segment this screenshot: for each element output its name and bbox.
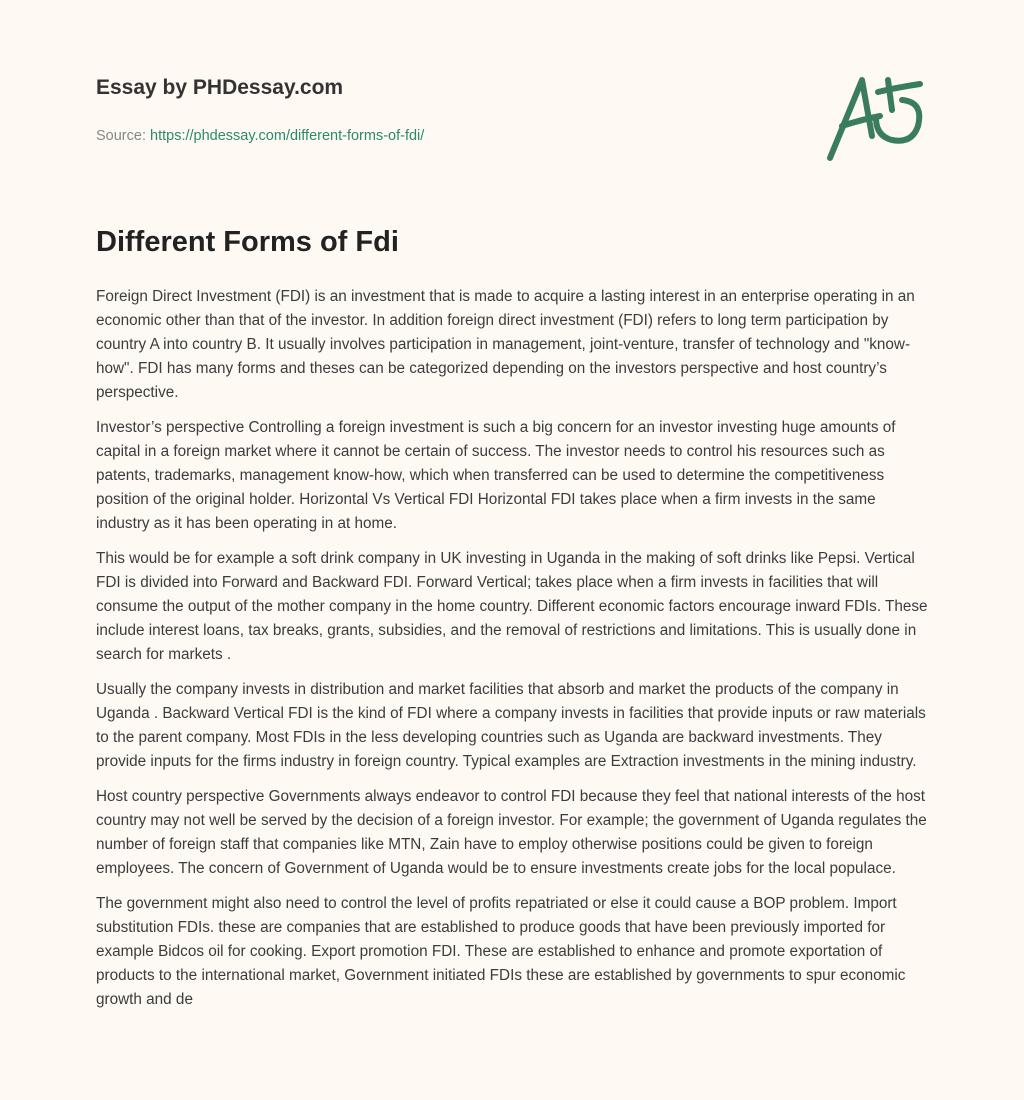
brand-title: Essay by PHDessay.com [96, 76, 344, 99]
paragraph: Host country perspective Governments always endeavor to control FDI because they feel that national interests of the host country may not well be served by the decision of a foreign investor. For example; the government of Uganda regulates the number of foreign staff that companies like MTN, Zain have to employ otherwise positions could be given to foreign employees. The concern of Government of Uganda would be to ensure investments create jobs for the local populace. [96, 788, 927, 877]
essay-body [96, 285, 932, 1023]
header [96, 76, 424, 144]
source-link[interactable]: https://phdessay.com/different-forms-of-fdi/ [150, 128, 425, 144]
paragraph: Usually the company invests in distribution and market facilities that absorb and market the products of the company in Uganda . Backward Vertical FDI is the kind of FDI where a company invests in facilities that provide inputs or raw materials to the parent company. Most FDIs in the less developing countries such as Uganda are backward investments. They provide inputs for the firms industry in foreign country. Typical examples are Extraction investments in the mining industry. [96, 681, 926, 770]
paragraph: Foreign Direct Investment (FDI) is an investment that is made to acquire a lasting interest in an enterprise operating in an economic other than that of the investor. In addition foreign direct investment (FDI) refers to long term participation by country A into country B. It usually involves participation in management, joint-venture, transfer of technology and "know-how". FDI has many forms and theses can be categorized depending on the investors perspective and host country’s perspective. [96, 288, 915, 401]
source-line [96, 128, 424, 144]
essay-title: Different Forms of Fdi [96, 226, 399, 258]
paragraph: The government might also need to control the level of profits repatriated or else it could cause a BOP problem. Import substitution FDIs. these are companies that are established to produce goods that have been previously imported for example Bidcos oil for cooking. Export promotion FDI. These are established to enhance and promote exportation of products to the international market, Government initiated FDIs these are established by governments to spur economic growth and de [96, 895, 906, 1008]
source-label: Source: [96, 128, 146, 144]
a-plus-logo-icon [820, 66, 930, 166]
paragraph: This would be for example a soft drink company in UK investing in Uganda in the making of soft drinks like Pepsi. Vertical FDI is divided into Forward and Backward FDI. Forward Vertical; takes place when a firm invests in facilities that will consume the output of the mother company in the home country. Different economic factors encourage inward FDIs. These include interest loans, tax breaks, grants, subsidies, and the removal of restrictions and limitations. This is usually done in search for markets . [96, 550, 928, 663]
paragraph: Investor’s perspective Controlling a foreign investment is such a big concern for an investor investing huge amounts of capital in a foreign market where it cannot be certain of success. The investor needs to control his resources such as patents, trademarks, management know-how, which when transferred can be used to determine the competitiveness position of the original holder. Horizontal Vs Vertical FDI Horizontal FDI takes place when a firm invests in the same industry as it has been operating in at home. [96, 419, 896, 532]
